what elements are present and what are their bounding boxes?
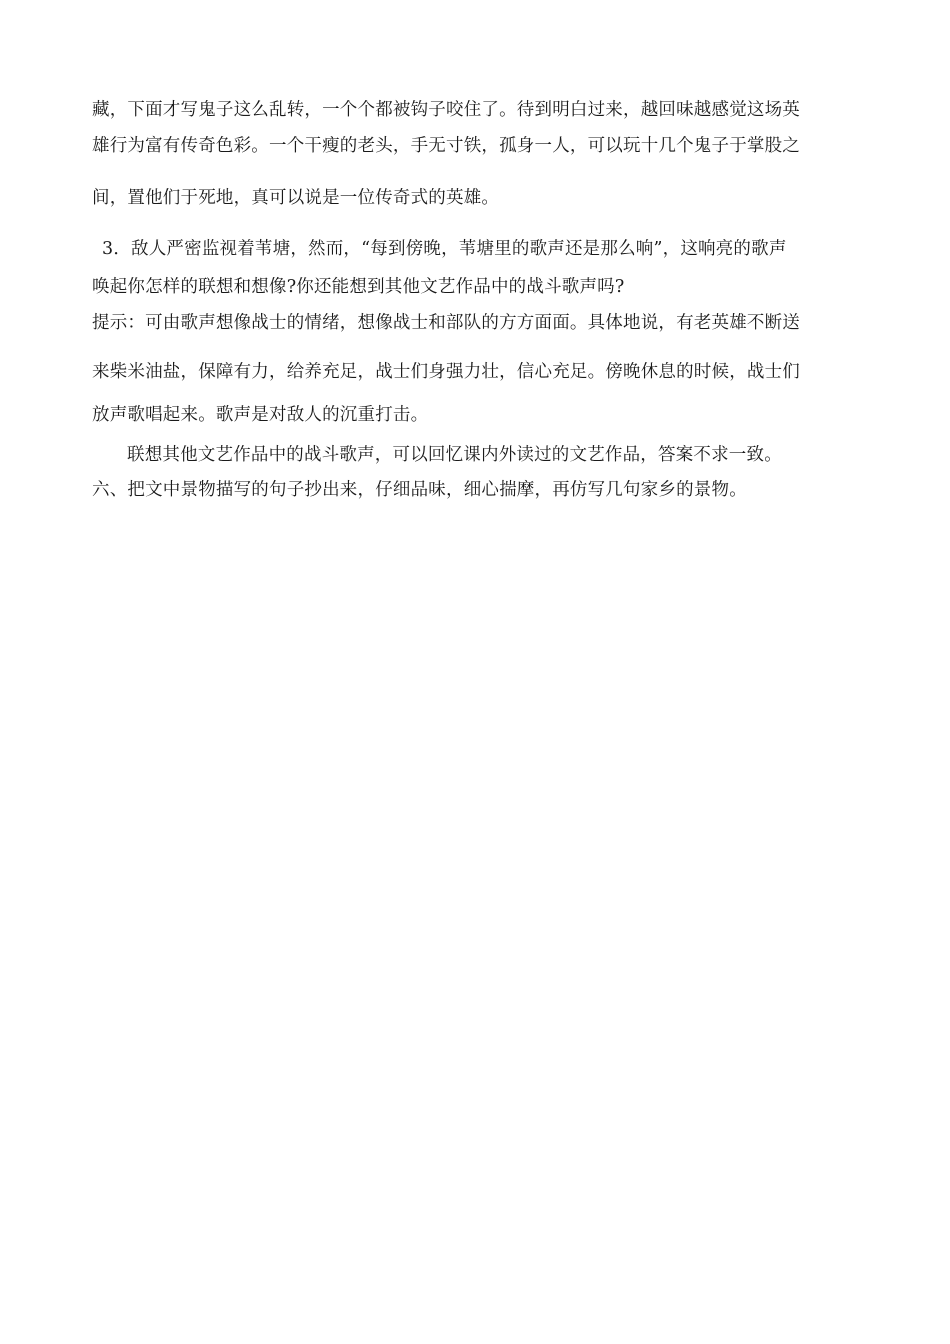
hint-line: 来柴米油盐，保障有力，给养充足，战士们身强力壮，信心充足。傍晚休息的时候，战士们	[92, 362, 800, 382]
question-3-line: 唤起你怎样的联想和想像?你还能想到其他文艺作品中的战斗歌声吗?	[92, 277, 625, 297]
paragraph-line: 雄行为富有传奇色彩。一个干瘦的老头，手无寸铁，孤身一人，可以玩十几个鬼子于掌股之	[92, 136, 800, 156]
section-six-heading: 六、把文中景物描写的句子抄出来，仔细品味，细心揣摩，再仿写几句家乡的景物。	[92, 480, 747, 500]
question-3-line: 3．敌人严密监视着苇塘，然而，“每到傍晚，苇塘里的歌声还是那么响”，这响亮的歌声	[102, 239, 787, 259]
paragraph-line: 联想其他文艺作品中的战斗歌声，可以回忆课内外读过的文艺作品，答案不求一致。	[127, 445, 782, 465]
hint-line: 放声歌唱起来。歌声是对敌人的沉重打击。	[92, 405, 429, 425]
hint-line: 提示：可由歌声想像战士的情绪，想像战士和部队的方方面面。具体地说，有老英雄不断送	[92, 313, 800, 333]
paragraph-line: 间，置他们于死地，真可以说是一位传奇式的英雄。	[92, 188, 500, 208]
paragraph-line: 藏，下面才写鬼子这么乱转，一个个都被钩子咬住了。待到明白过来，越回味越感觉这场英	[92, 100, 800, 120]
